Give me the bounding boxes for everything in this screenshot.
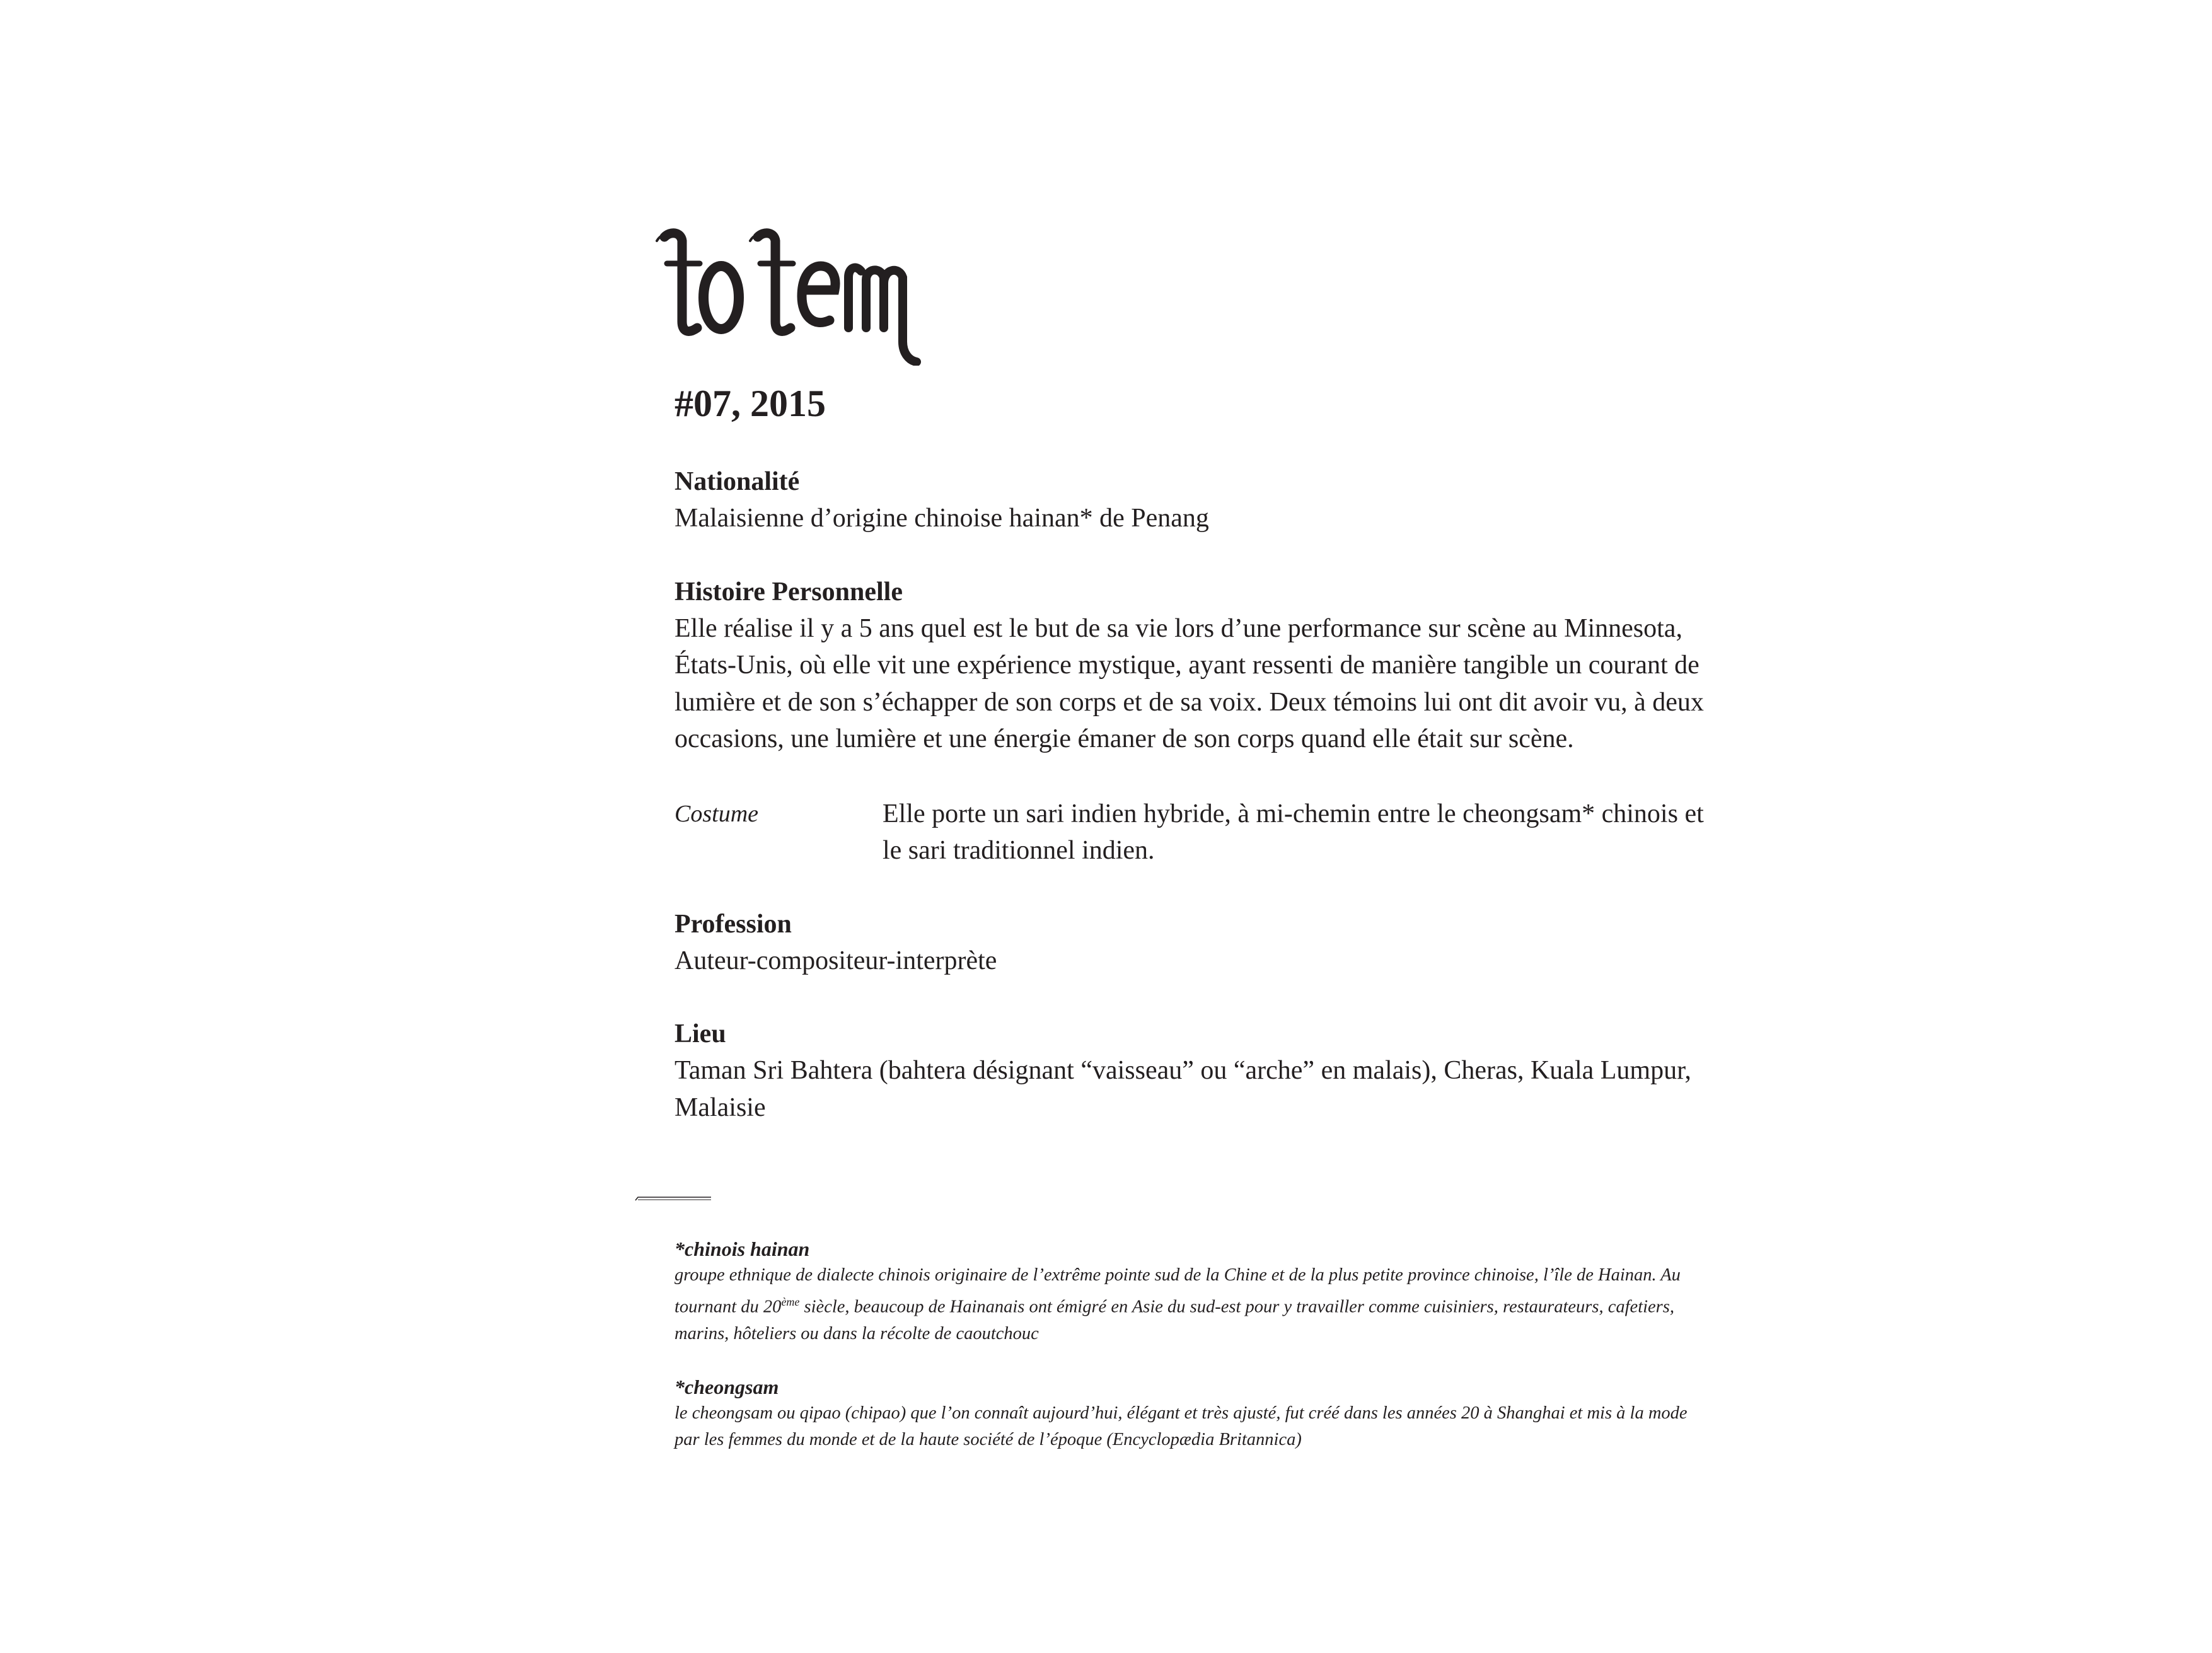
- footnote-divider: [634, 1195, 712, 1202]
- histoire-title: Histoire Personnelle: [675, 577, 903, 606]
- footnotes: [675, 1236, 1708, 1453]
- footnote-def-hainan-sup: ème: [781, 1296, 800, 1308]
- profession-text: Auteur-compositeur-interprète: [675, 946, 997, 975]
- footnote-def-hainan-part2: siècle, beaucoup de Hainanais ont émigré en Asie du sud-est pour y travailler comme cuisiniers, restaurateurs, cafetiers, marins, hôteliers ou dans la récolte de caoutchouc: [675, 1297, 1674, 1343]
- costume-row: [675, 796, 1708, 869]
- costume-text: Elle porte un sari indien hybride, à mi-chemin entre le cheongsam* chinois et le sari traditionnel indien.: [883, 799, 1704, 865]
- nationalite-title: Nationalité: [675, 467, 800, 496]
- footnote-def-cheongsam: le cheongsam ou qipao (chipao) que l’on connaît aujourd’hui, élégant et très ajusté, fut créé dans les années 20 à Shanghai et mis à la mode par les femmes du monde et de la haute société de l’époque (Encyclopædia Britannica): [675, 1403, 1688, 1449]
- footnote-def-hainan-part1: groupe ethnique de dialecte chinois originaire de l’extrême pointe sud de la Chine et de la plus petite province chinoise, l’île de Hainan. Au tournant du 20: [675, 1265, 1681, 1317]
- nationalite-text: Malaisienne d’origine chinoise hainan* de Penang: [675, 504, 1209, 533]
- footnote-def-hainan: [675, 1262, 1708, 1347]
- lieu-title: Lieu: [675, 1019, 726, 1048]
- profession-title: Profession: [675, 909, 792, 939]
- lieu-text: Taman Sri Bahtera (bahtera désignant “vaisseau” ou “arche” en malais), Cheras, Kuala Lumpur, Malaisie: [675, 1056, 1691, 1122]
- costume-label: Costume: [675, 800, 758, 827]
- profile-content: [675, 463, 1708, 1126]
- histoire-text: Elle réalise il y a 5 ans quel est le but de sa vie lors d’une performance sur scène au Minnesota, États-Unis, où elle vit une expérience mystique, ayant ressenti de manière tangible un courant de lumière et de son s’échapper de son corps et de sa voix. Deux témoins lui ont dit avoir vu, à deux occasions, une lumière et une énergie émaner de son corps quand elle était sur scène.: [675, 613, 1704, 753]
- footnote-term-cheongsam: *cheongsam: [675, 1375, 779, 1398]
- footnote-term-hainan: *chinois hainan: [675, 1238, 810, 1260]
- issue-number: #07, 2015: [675, 383, 826, 424]
- totem-logo: [656, 227, 933, 366]
